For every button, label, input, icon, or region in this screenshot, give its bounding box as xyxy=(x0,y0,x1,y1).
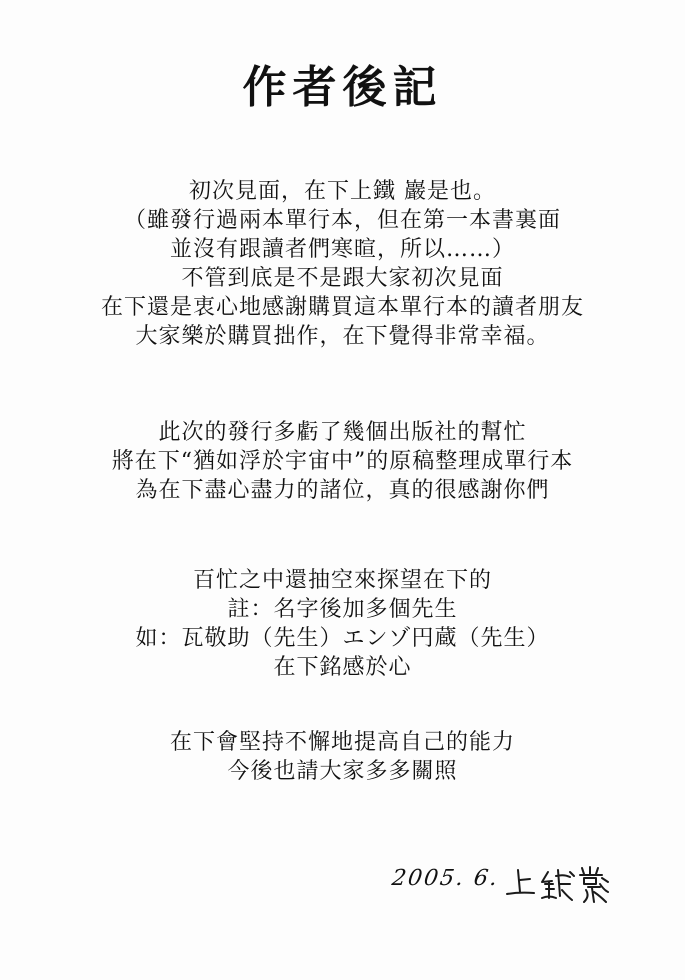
text-line: 將在下“猶如浮於宇宙中”的原稿整理成單行本 xyxy=(111,449,574,474)
text-line: 大家樂於購買拙作，在下覺得非常幸福。 xyxy=(135,324,550,349)
paragraph-closing xyxy=(0,728,685,786)
text-line: 初次見面，在下上鐵 巖是也。 xyxy=(189,179,496,204)
author-signature xyxy=(392,862,622,910)
text-line: 如：瓦敬助（先生）エンゾ円蔵（先生） xyxy=(135,626,550,651)
text-line: （雖發行過兩本單行本，但在第一本書裏面 xyxy=(123,208,561,233)
text-line: 註：名字後加多個先生 xyxy=(227,597,458,622)
text-line: 不管到底是不是跟大家初次見面 xyxy=(181,266,504,291)
text-line: 在下銘感於心 xyxy=(273,655,412,680)
paragraph-greeting xyxy=(0,177,685,351)
text-line: 為在下盡心盡力的諸位，真的很感謝你們 xyxy=(135,478,550,503)
page-title: 作者後記 xyxy=(242,62,443,113)
handwritten-signature xyxy=(504,862,622,906)
paragraph-publisher-thanks xyxy=(0,418,685,505)
signature-date: 2005. 6. xyxy=(390,866,501,891)
text-line: 百忙之中還抽空來探望在下的 xyxy=(192,568,492,593)
text-line: 在下會堅持不懈地提高自己的能力 xyxy=(169,730,515,755)
text-line: 並沒有跟讀者們寒暄，所以……） xyxy=(169,237,515,262)
text-line: 今後也請大家多多關照 xyxy=(227,759,458,784)
text-line: 在下還是衷心地感謝購買這本單行本的讀者朋友 xyxy=(100,295,584,320)
text-line: 此次的發行多虧了幾個出版社的幫忙 xyxy=(158,420,527,445)
paragraph-visitors xyxy=(0,566,685,682)
